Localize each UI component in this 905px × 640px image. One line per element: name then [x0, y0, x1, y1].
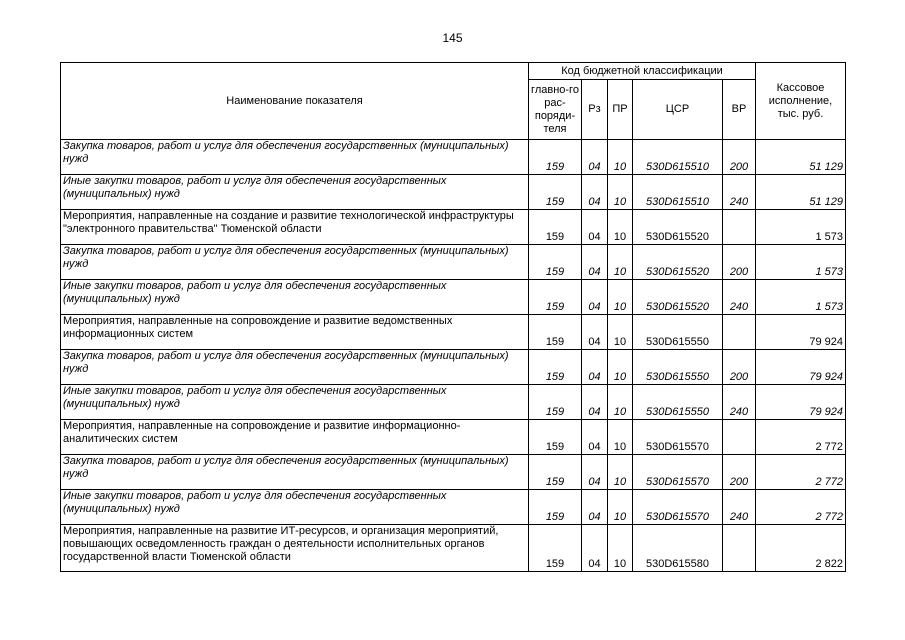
row-subsection: 10 [608, 175, 633, 210]
row-main-manager: 159 [529, 455, 582, 490]
row-expense-type [723, 210, 756, 245]
row-name: Мероприятия, направленные на сопровождение и развитие ведомственных информационных систем [61, 315, 529, 350]
row-main-manager: 159 [529, 245, 582, 280]
page-number: 145 [442, 31, 463, 45]
row-section: 04 [582, 140, 608, 175]
table-body [61, 140, 846, 572]
row-amount: 51 129 [756, 175, 846, 210]
row-amount: 79 924 [756, 350, 846, 385]
row-name: Иные закупки товаров, работ и услуг для обеспечения государственных (муниципальных) нужд [61, 490, 529, 525]
row-section: 04 [582, 210, 608, 245]
row-section: 04 [582, 315, 608, 350]
row-target-item: 530D615550 [633, 385, 723, 420]
row-expense-type: 200 [723, 245, 756, 280]
row-name: Иные закупки товаров, работ и услуг для обеспечения государственных (муниципальных) нужд [61, 280, 529, 315]
row-expense-type [723, 315, 756, 350]
header-main-manager: главно-го рас-поряди-теля [529, 80, 582, 140]
row-amount: 79 924 [756, 385, 846, 420]
row-target-item: 530D615580 [633, 525, 723, 572]
row-target-item: 530D615510 [633, 140, 723, 175]
row-section: 04 [582, 385, 608, 420]
row-expense-type: 240 [723, 280, 756, 315]
table-row [61, 490, 846, 525]
row-subsection: 10 [608, 280, 633, 315]
table-row [61, 455, 846, 490]
row-name: Закупка товаров, работ и услуг для обеспечения государственных (муниципальных) нужд [61, 455, 529, 490]
table-row [61, 420, 846, 455]
row-amount: 2 772 [756, 490, 846, 525]
row-subsection: 10 [608, 315, 633, 350]
row-expense-type: 240 [723, 385, 756, 420]
table-row [61, 175, 846, 210]
header-name: Наименование показателя [61, 63, 529, 140]
row-subsection: 10 [608, 385, 633, 420]
row-target-item: 530D615570 [633, 420, 723, 455]
row-expense-type: 200 [723, 350, 756, 385]
row-amount: 1 573 [756, 280, 846, 315]
row-subsection: 10 [608, 455, 633, 490]
row-subsection: 10 [608, 420, 633, 455]
row-section: 04 [582, 280, 608, 315]
table-header [61, 63, 846, 140]
table-row [61, 385, 846, 420]
row-main-manager: 159 [529, 210, 582, 245]
row-main-manager: 159 [529, 280, 582, 315]
row-name: Мероприятия, направленные на развитие ИТ-ресурсов, и организация мероприятий, повышающих осведомленность граждан о деятельности исполнительных органов государственной власти Тюменской области [61, 525, 529, 572]
row-amount: 79 924 [756, 315, 846, 350]
row-name: Закупка товаров, работ и услуг для обеспечения государственных (муниципальных) нужд [61, 140, 529, 175]
row-name: Мероприятия, направленные на создание и развитие технологической инфраструктуры "электронного правительства" Тюменской области [61, 210, 529, 245]
row-amount: 2 822 [756, 525, 846, 572]
row-subsection: 10 [608, 210, 633, 245]
row-expense-type: 200 [723, 455, 756, 490]
header-budget-code: Код бюджетной классификации [529, 63, 756, 80]
row-subsection: 10 [608, 525, 633, 572]
row-main-manager: 159 [529, 175, 582, 210]
table-row [61, 140, 846, 175]
table-row [61, 350, 846, 385]
row-subsection: 10 [608, 350, 633, 385]
row-target-item: 530D615510 [633, 175, 723, 210]
row-expense-type [723, 525, 756, 572]
row-amount: 1 573 [756, 210, 846, 245]
row-expense-type [723, 420, 756, 455]
row-name: Мероприятия, направленные на сопровождение и развитие информационно-аналитических систем [61, 420, 529, 455]
row-main-manager: 159 [529, 490, 582, 525]
budget-table [60, 62, 846, 572]
header-target-item: ЦСР [633, 80, 723, 140]
row-main-manager: 159 [529, 525, 582, 572]
row-section: 04 [582, 350, 608, 385]
row-subsection: 10 [608, 245, 633, 280]
row-main-manager: 159 [529, 350, 582, 385]
row-target-item: 530D615550 [633, 350, 723, 385]
row-target-item: 530D615520 [633, 245, 723, 280]
row-section: 04 [582, 245, 608, 280]
row-amount: 51 129 [756, 140, 846, 175]
row-main-manager: 159 [529, 140, 582, 175]
row-name: Закупка товаров, работ и услуг для обеспечения государственных (муниципальных) нужд [61, 350, 529, 385]
row-main-manager: 159 [529, 385, 582, 420]
header-section: Рз [582, 80, 608, 140]
header-expense-type: ВР [723, 80, 756, 140]
row-expense-type: 240 [723, 490, 756, 525]
row-amount: 1 573 [756, 245, 846, 280]
row-section: 04 [582, 525, 608, 572]
table-row [61, 280, 846, 315]
row-subsection: 10 [608, 490, 633, 525]
table-row [61, 245, 846, 280]
table-row [61, 210, 846, 245]
row-section: 04 [582, 490, 608, 525]
row-target-item: 530D615520 [633, 280, 723, 315]
row-target-item: 530D615570 [633, 455, 723, 490]
row-target-item: 530D615520 [633, 210, 723, 245]
row-main-manager: 159 [529, 420, 582, 455]
table-row [61, 315, 846, 350]
row-expense-type: 240 [723, 175, 756, 210]
table-row [61, 525, 846, 572]
row-section: 04 [582, 175, 608, 210]
row-name: Иные закупки товаров, работ и услуг для обеспечения государственных (муниципальных) нужд [61, 175, 529, 210]
row-section: 04 [582, 420, 608, 455]
row-main-manager: 159 [529, 315, 582, 350]
row-target-item: 530D615550 [633, 315, 723, 350]
header-cash-execution: Кассовое исполнение, тыс. руб. [756, 63, 846, 140]
row-target-item: 530D615570 [633, 490, 723, 525]
row-amount: 2 772 [756, 420, 846, 455]
row-amount: 2 772 [756, 455, 846, 490]
row-section: 04 [582, 455, 608, 490]
header-subsection: ПР [608, 80, 633, 140]
row-subsection: 10 [608, 140, 633, 175]
row-name: Закупка товаров, работ и услуг для обеспечения государственных (муниципальных) нужд [61, 245, 529, 280]
row-name: Иные закупки товаров, работ и услуг для обеспечения государственных (муниципальных) нужд [61, 385, 529, 420]
row-expense-type: 200 [723, 140, 756, 175]
